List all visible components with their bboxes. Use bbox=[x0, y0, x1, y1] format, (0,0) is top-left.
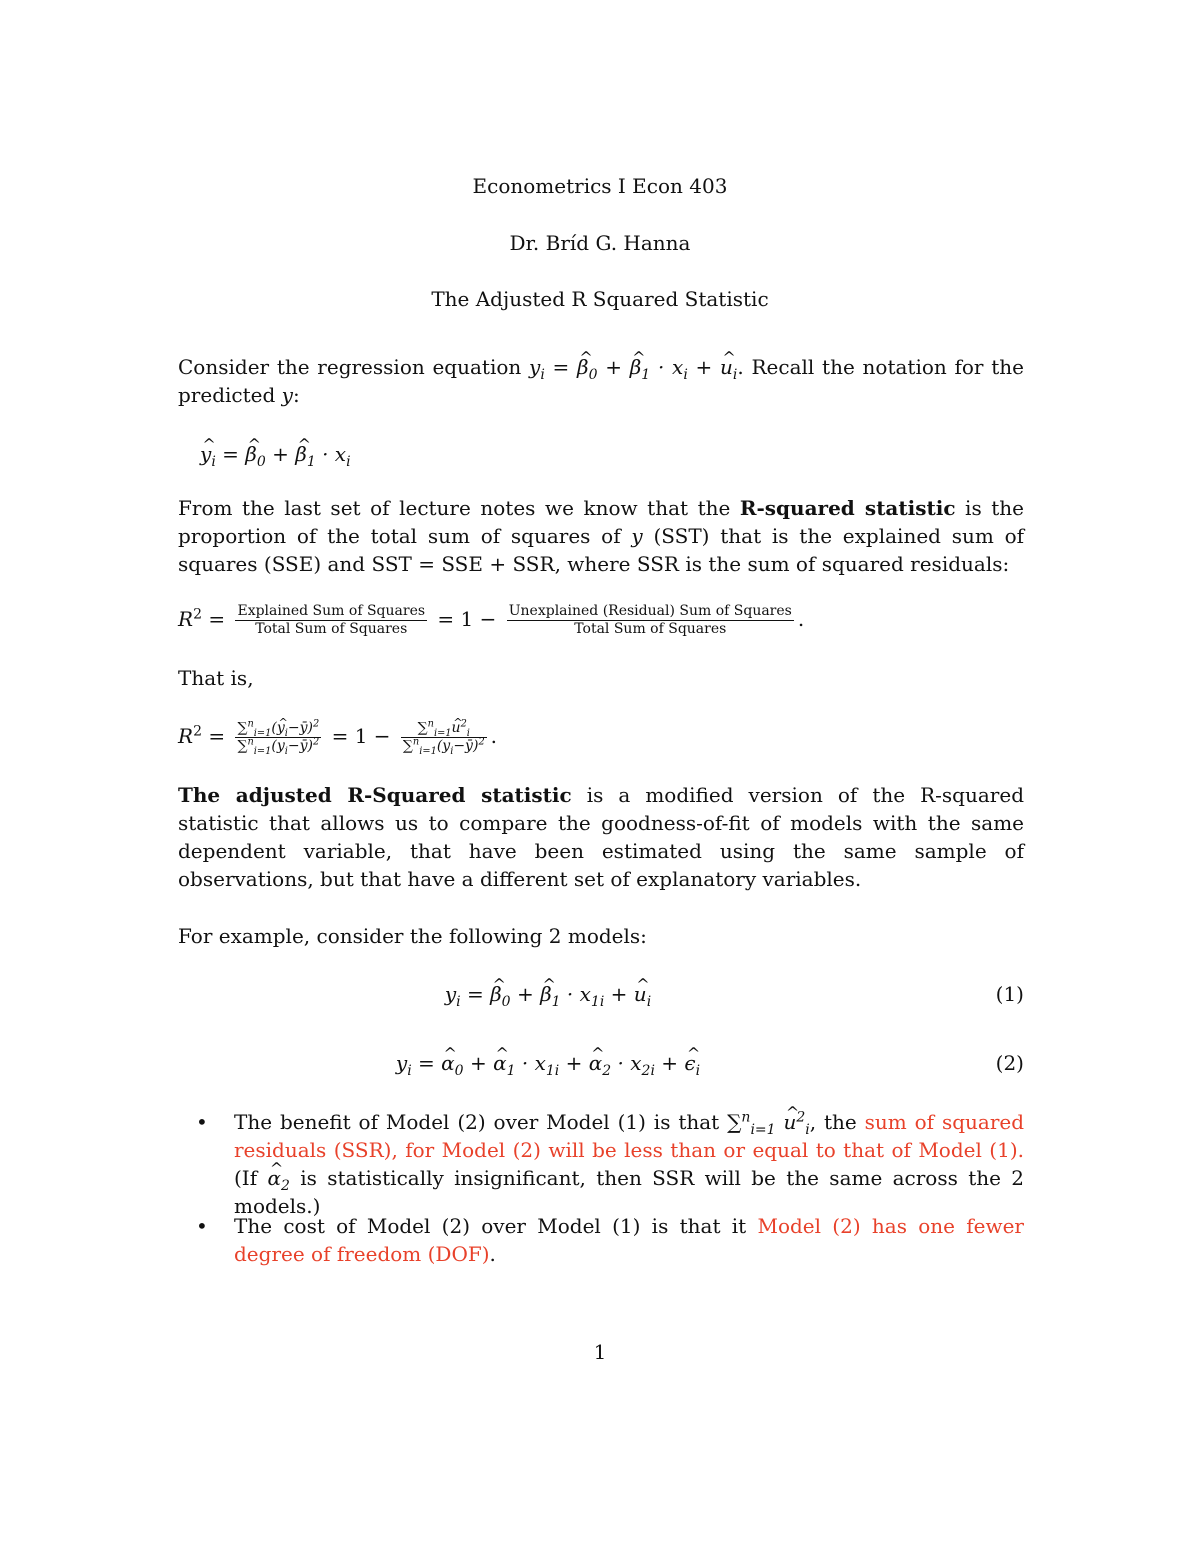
equation-number-1: (1) bbox=[995, 982, 1024, 1006]
rsquared-paragraph: From the last set of lecture notes we know that the R-squared statistic is the proportion of the total sum of squares of y (SST) that is the explained sum of squares (SSE) and SST = SSE + SSR, where SSR is the sum of squared residuals: bbox=[178, 496, 1025, 576]
predicted-y-equation: ^ $y_i$ = ^ $\beta_0$ + ^ $\beta_1 \cdot x_i$ bbox=[200, 440, 351, 468]
regression-equation: $y_i$ = ^ $\beta_0$ + ^ $\beta_1 \cdot x_i$ + ^ $u_i$ bbox=[529, 355, 737, 379]
bullet-marker: • bbox=[196, 1214, 208, 1238]
bullet-marker: • bbox=[196, 1110, 208, 1134]
equation-number-2: (2) bbox=[995, 1051, 1024, 1075]
topic-title: The Adjusted R Squared Statistic bbox=[431, 287, 769, 311]
rsquared-formula-sums: $R^2$ = $\frac{\sum^n_{i=1}(\^{} y_i-ȳ)^2}{\sum^n_{i=1}(y_i-ȳ)^2}$ = 1 − $\frac{\sum^n_{i=1}\^{} u^2_i}{\sum^n_{i=1}(y_i-ȳ)^2}$ . bbox=[178, 720, 497, 755]
that-is-label: That is, bbox=[178, 666, 254, 690]
document-page: Econometrics I Econ 403 Dr. Bríd G. Hanna The Adjusted R Squared Statistic Consider the regression equation $y_i$ = ^ $\beta_0$ + ^ $\beta_1 \cdot x_i$ + ^ $u_i$. Recall the notation for the predicted y: ^ $y_i$ = ^ $\beta_0$ + ^ $\beta_1 \cdot x_i$ From the last set of lecture notes we know that the R-squared statistic is the proportion of the total sum of squares of y (SST) that is the explained sum of squares (SSE) and SST = SSE + SSR, where SSR is the sum of squared residuals: $R^2$ = $\frac{\text{Explained Sum of Squares}}{\text{Total Sum of Squares}}$ = 1 − $\frac{\text{Unexplained (Residual) Sum of Squares}}{\text{Total Sum of Squares}}$ . That is, $R^2$ = $\frac{\sum^n_{i=1}(\^{} y_i-ȳ)^2}{\sum^n_{i=1}(y_i-ȳ)^2}$ = 1 − $\frac{\sum^n_{i=1}\^{} u^2_i}{\sum^n_{i=1}(y_i-ȳ)^2}$ . The adjusted R-Squared statistic is a modified version of the R-squared statistic that allows us to compare the goodness-of-fit of models with the same dependent variable, that have been estimated using the same sample of observations, but that have a different set of explanatory variables. For example, consider the following 2 models: $y_i$ = ^ $\beta_0$ + ^ $\beta_1 \cdot x_{1i}$ + ^ $u_i$ (1) $y_i$ = ^ $\alpha_0$ + ^ $\alpha_1 \cdot x_{1i}$ + ^ $\alpha_2 \cdot x_{2i}$ + ^ $\epsilon_i$ (2) • The benefit of Model (2) over Model (1) is that ∑$^n_{i=1}$ ^ $u^2_i$, the sum of squared residuals (SSR), for Model (2) will be less than or equal to that of Model (1). (If ^ $\alpha_2$ is statistically insignificant, then SSR will be the same across the 2 models.) • The cost of Model (2) over Model (1) is that it Model (2) has one fewer degree of freedom (DOF). 1 bbox=[0, 0, 1200, 1553]
benefit-bullet: The benefit of Model (2) over Model (1) is that ∑$^n_{i=1}$ ^ $u^2_i$, the sum of squared residuals (SSR), for Model (2) will be less than or equal to that of Model (1). (If ^ $\alpha_2$ is statistically insignificant, then SSR will be the same across the 2 models.) bbox=[234, 1108, 1024, 1220]
course-title: Econometrics I Econ 403 bbox=[472, 174, 728, 198]
example-intro: For example, consider the following 2 models: bbox=[178, 924, 647, 948]
adjusted-rsquared-paragraph: The adjusted R-Squared statistic is a modified version of the R-squared statistic that allows us to compare the goodness-of-fit of models with the same dependent variable, that have been estimated using the same sample of observations, but that have a different set of explanatory variables. bbox=[178, 783, 1024, 891]
instructor-name: Dr. Bríd G. Hanna bbox=[509, 231, 691, 255]
page-number: 1 bbox=[593, 1340, 607, 1364]
cost-bullet: The cost of Model (2) over Model (1) is that it Model (2) has one fewer degree of freedom (DOF). bbox=[234, 1214, 1024, 1266]
intro-paragraph: Consider the regression equation $y_i$ = ^ $\beta_0$ + ^ $\beta_1 \cdot x_i$ + ^ $u_i$. Recall the notation for the predicted y: bbox=[178, 353, 1024, 409]
rsquared-formula-words: $R^2$ = $\frac{\text{Explained Sum of Squares}}{\text{Total Sum of Squares}}$ = 1 − $\frac{\text{Unexplained (Residual) Sum of Squares}}{\text{Total Sum of Squares}}$ . bbox=[178, 603, 805, 637]
